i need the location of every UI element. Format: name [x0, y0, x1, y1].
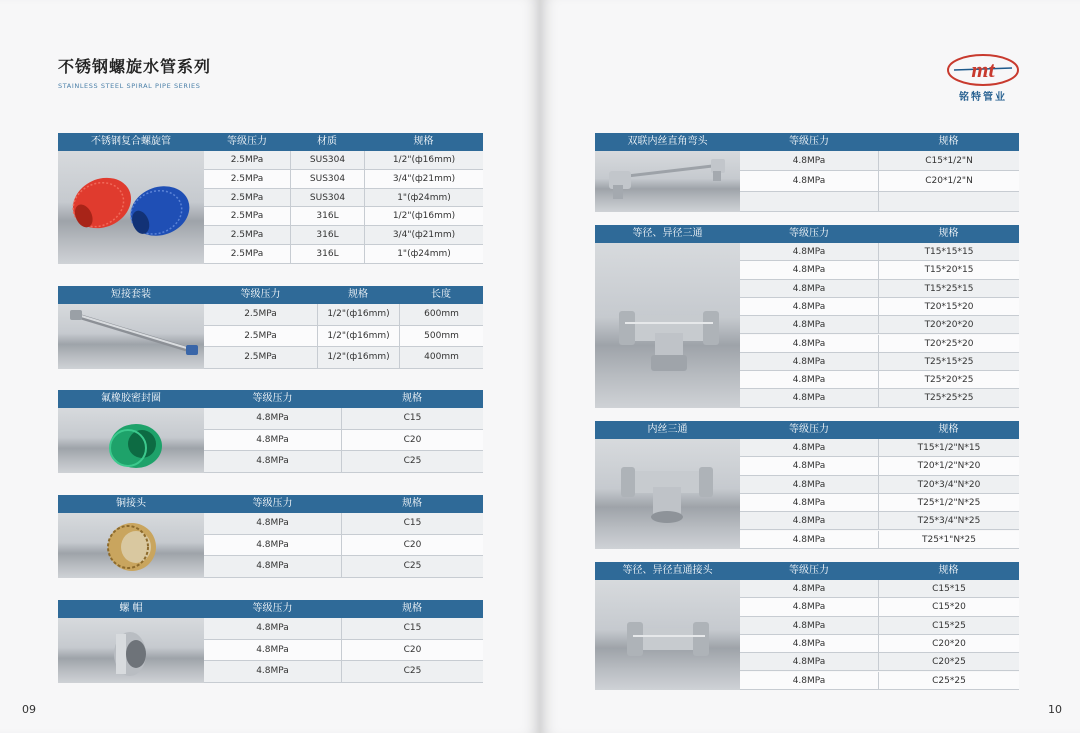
- table-cell: C15*25: [878, 617, 1019, 635]
- logo-caption: 铭特管业: [959, 92, 1007, 103]
- header-pressure: 等级压力: [240, 289, 281, 300]
- table-row: [204, 513, 483, 535]
- table-cell: 4.8MPa: [792, 638, 826, 649]
- table-row: [740, 598, 1019, 616]
- table-cell: 4.8MPa: [792, 534, 826, 545]
- table-cell: C25: [341, 556, 483, 578]
- table-cell: 4.8MPa: [256, 434, 289, 445]
- female-tee-table: [595, 421, 1019, 549]
- table-cell: C20*25: [878, 653, 1019, 671]
- table-body: [740, 580, 1019, 690]
- nut-photo: [58, 618, 204, 683]
- table-cell: C15: [341, 618, 483, 640]
- spiral-pipe-table: [58, 133, 483, 264]
- table-cell: T20*20*20: [878, 316, 1019, 334]
- table-header: [58, 133, 483, 151]
- table-cell: SUS304: [290, 189, 364, 208]
- header-spec: 规格: [402, 603, 422, 614]
- table-row: [740, 298, 1019, 316]
- table-cell: C20*1/2"N: [878, 171, 1019, 191]
- table-cell: SUS304: [290, 170, 364, 189]
- table-cell: 4.8MPa: [792, 602, 826, 613]
- table-row: [204, 640, 483, 662]
- table-row: [204, 170, 483, 189]
- table-row: [740, 494, 1019, 512]
- header-material: 材质: [317, 136, 337, 147]
- seal-ring-table: [58, 390, 483, 473]
- table-cell: T25*15*25: [878, 353, 1019, 371]
- table-cell: 4.8MPa: [792, 479, 826, 490]
- table-cell: 2.5MPa: [230, 173, 264, 184]
- table-cell: 1/2"(ф16mm): [317, 326, 399, 348]
- table-row: [204, 151, 483, 170]
- table-cell: [740, 192, 878, 212]
- table-row: [204, 207, 483, 226]
- table-header: [595, 562, 1019, 580]
- table-cell: 2.5MPa: [230, 155, 264, 165]
- header-pressure: 等级压力: [252, 603, 293, 614]
- header-pressure: 等级压力: [789, 565, 829, 576]
- header-product: 短接套装: [111, 289, 151, 300]
- table-row: [740, 512, 1019, 530]
- table-cell: C25: [341, 451, 483, 473]
- table-cell: C25: [341, 661, 483, 683]
- header-product: 不锈钢复合螺旋管: [91, 136, 171, 147]
- table-cell: 4.8MPa: [256, 666, 289, 677]
- header-spec: 规格: [402, 393, 422, 404]
- right-page: [540, 0, 1080, 733]
- table-cell: 4.8MPa: [792, 443, 826, 453]
- short-hose-photo: [58, 304, 204, 369]
- table-cell: 4.8MPa: [792, 584, 826, 594]
- female-tee-photo: [595, 439, 740, 549]
- table-cell: 2.5MPa: [244, 330, 277, 341]
- table-header: [595, 225, 1019, 243]
- copper-connector-photo: [58, 513, 204, 578]
- table-cell: 4.8MPa: [792, 301, 826, 312]
- table-header: [58, 390, 483, 408]
- table-cell: 3/4"(ф21mm): [364, 170, 483, 189]
- table-cell: 4.8MPa: [256, 413, 289, 423]
- table-cell: 4.8MPa: [792, 497, 826, 508]
- table-body: [204, 151, 483, 264]
- header-product: 螺 帽: [119, 603, 143, 614]
- header-pressure: 等级压力: [252, 393, 293, 404]
- table-cell: 400mm: [399, 347, 483, 369]
- straight-connector-photo: [595, 580, 740, 690]
- table-row: [204, 226, 483, 245]
- table-cell: 2.5MPa: [244, 352, 277, 363]
- table-cell: 1/2"(ф16mm): [364, 207, 483, 226]
- table-cell: T15*15*15: [878, 243, 1019, 261]
- header-product: 氟橡胶密封圈: [101, 393, 161, 404]
- logo-letters: mt: [971, 57, 995, 82]
- header-product: 内丝三通: [647, 424, 688, 435]
- table-body: [740, 439, 1019, 549]
- table-header: [595, 421, 1019, 439]
- table-header: [58, 286, 483, 304]
- page-title: 不锈钢螺旋水管系列: [58, 57, 212, 76]
- table-cell: 4.8MPa: [792, 176, 826, 187]
- table-row: [204, 408, 483, 430]
- table-row: [204, 661, 483, 683]
- double-elbow-photo: [595, 151, 740, 212]
- header-product: 铜接头: [116, 498, 146, 509]
- table-row: [740, 353, 1019, 371]
- table-cell: 316L: [290, 207, 364, 226]
- table-body: [204, 304, 483, 369]
- table-cell: 1"(ф24mm): [364, 245, 483, 264]
- header-spec: 规格: [938, 228, 959, 239]
- table-row: [740, 476, 1019, 494]
- tee-photo: [595, 243, 740, 408]
- table-cell: 500mm: [399, 326, 483, 348]
- table-cell: C25*25: [878, 672, 1019, 690]
- table-cell: 4.8MPa: [256, 456, 289, 467]
- table-row: [204, 326, 483, 348]
- spiral-pipe-photo: [58, 151, 204, 264]
- table-row: [740, 389, 1019, 407]
- table-cell: 316L: [290, 226, 364, 245]
- table-row: [740, 316, 1019, 334]
- table-cell: 2.5MPa: [230, 249, 264, 259]
- table-body: [740, 243, 1019, 408]
- table-row: [204, 430, 483, 452]
- table-row: [740, 261, 1019, 279]
- table-body: [204, 513, 483, 578]
- table-cell: 4.8MPa: [256, 518, 289, 528]
- header-pressure: 等级压力: [252, 498, 293, 509]
- header-spec: 规格: [938, 424, 959, 435]
- table-row: [204, 245, 483, 264]
- table-cell: T20*3/4"N*20: [878, 476, 1019, 494]
- table-cell: C15: [341, 513, 483, 535]
- table-cell: 2.5MPa: [244, 309, 277, 319]
- table-body: [740, 151, 1019, 212]
- table-cell: T15*20*15: [878, 261, 1019, 279]
- table-header: [595, 133, 1019, 151]
- table-cell: 4.8MPa: [256, 561, 289, 572]
- table-cell: 600mm: [399, 304, 483, 326]
- table-cell: 4.8MPa: [256, 623, 289, 633]
- short-hose-table: [58, 286, 483, 369]
- header-product: 等径、异径直通接头: [622, 565, 713, 576]
- table-row: [740, 531, 1019, 549]
- table-cell: 2.5MPa: [230, 211, 264, 222]
- header-pressure: 等级压力: [789, 136, 829, 147]
- page-number: 09: [22, 703, 36, 716]
- header-pressure: 等级压力: [789, 228, 829, 239]
- double-elbow-table: [595, 133, 1019, 212]
- table-cell: 4.8MPa: [792, 338, 826, 349]
- table-row: [740, 617, 1019, 635]
- table-cell: T25*1/2"N*25: [878, 494, 1019, 512]
- table-cell: T15*1/2"N*15: [878, 439, 1019, 457]
- table-row: [740, 439, 1019, 457]
- copper-connector-table: [58, 495, 483, 578]
- table-row: [204, 451, 483, 473]
- seal-ring-photo: [58, 408, 204, 473]
- table-cell: 3/4"(ф21mm): [364, 226, 483, 245]
- table-cell: C15*20: [878, 598, 1019, 616]
- table-cell: 4.8MPa: [792, 516, 826, 527]
- table-cell: C20*20: [878, 635, 1019, 653]
- table-cell: 4.8MPa: [792, 620, 826, 631]
- header-pressure: 等级压力: [227, 136, 267, 147]
- table-cell: 2.5MPa: [230, 230, 264, 241]
- table-cell: 1/2"(ф16mm): [317, 347, 399, 369]
- table-cell: 4.8MPa: [792, 657, 826, 668]
- table-cell: C20: [341, 430, 483, 452]
- table-cell: T20*1/2"N*20: [878, 457, 1019, 475]
- table-cell: 4.8MPa: [792, 393, 826, 404]
- header-spec: 规格: [413, 136, 434, 147]
- table-row: [204, 304, 483, 326]
- table-cell: 4.8MPa: [792, 156, 826, 166]
- table-cell: C15*15: [878, 580, 1019, 598]
- table-body: [204, 408, 483, 473]
- table-cell: T25*20*25: [878, 371, 1019, 389]
- header-spec: 规格: [938, 136, 959, 147]
- table-cell: 1/2"(ф16mm): [364, 151, 483, 170]
- table-cell: T25*25*25: [878, 389, 1019, 407]
- header-spec: 规格: [938, 565, 959, 576]
- table-cell: 4.8MPa: [792, 461, 826, 472]
- table-cell: C20: [341, 535, 483, 557]
- straight-connector-table: [595, 562, 1019, 690]
- table-cell: 4.8MPa: [792, 375, 826, 386]
- table-row: [204, 535, 483, 557]
- table-header: [58, 600, 483, 618]
- table-cell: 316L: [290, 245, 364, 264]
- table-cell: 4.8MPa: [792, 320, 826, 331]
- table-cell: C15*1/2"N: [878, 151, 1019, 171]
- table-cell: T20*15*20: [878, 298, 1019, 316]
- table-row: [740, 243, 1019, 261]
- table-row: [740, 580, 1019, 598]
- header-spec: 规格: [402, 498, 422, 509]
- table-row: [740, 171, 1019, 191]
- table-row: [740, 371, 1019, 389]
- table-cell: 1/2"(ф16mm): [317, 304, 399, 326]
- table-row: [204, 556, 483, 578]
- table-cell: 4.8MPa: [792, 283, 826, 294]
- table-cell: [878, 192, 1019, 212]
- table-row: [740, 192, 1019, 212]
- table-cell: SUS304: [290, 151, 364, 170]
- table-row: [204, 347, 483, 369]
- tee-table: [595, 225, 1019, 408]
- table-body: [204, 618, 483, 683]
- table-cell: 4.8MPa: [792, 247, 826, 257]
- header-product: 等径、异径三通: [632, 228, 703, 239]
- brand-logo: [944, 52, 1022, 102]
- table-row: [740, 280, 1019, 298]
- logo-emblem-icon: [944, 52, 1022, 88]
- table-cell: 4.8MPa: [792, 265, 826, 276]
- header-product: 双联内丝直角弯头: [627, 136, 708, 147]
- nut-table: [58, 600, 483, 683]
- page-subtitle: STAINLESS STEEL SPIRAL PIPE SERIES: [58, 82, 201, 90]
- table-cell: T15*25*15: [878, 280, 1019, 298]
- table-cell: T25*1"N*25: [878, 531, 1019, 549]
- table-row: [740, 457, 1019, 475]
- table-row: [204, 189, 483, 208]
- table-row: [204, 618, 483, 640]
- table-cell: 2.5MPa: [230, 192, 264, 203]
- header-length: 长度: [431, 289, 451, 300]
- table-cell: 4.8MPa: [792, 356, 826, 367]
- table-row: [740, 635, 1019, 653]
- table-cell: 1"(ф24mm): [364, 189, 483, 208]
- table-cell: 4.8MPa: [256, 539, 289, 550]
- table-cell: C15: [341, 408, 483, 430]
- table-header: [58, 495, 483, 513]
- table-row: [740, 151, 1019, 171]
- table-cell: C20: [341, 640, 483, 662]
- table-cell: T25*3/4"N*25: [878, 512, 1019, 530]
- header-spec: 规格: [348, 289, 368, 300]
- table-row: [740, 672, 1019, 690]
- table-cell: 4.8MPa: [256, 644, 289, 655]
- table-row: [740, 653, 1019, 671]
- table-row: [740, 335, 1019, 353]
- table-cell: T20*25*20: [878, 335, 1019, 353]
- header-pressure: 等级压力: [789, 424, 829, 435]
- table-cell: 4.8MPa: [792, 675, 826, 686]
- page-number: 10: [1048, 703, 1062, 716]
